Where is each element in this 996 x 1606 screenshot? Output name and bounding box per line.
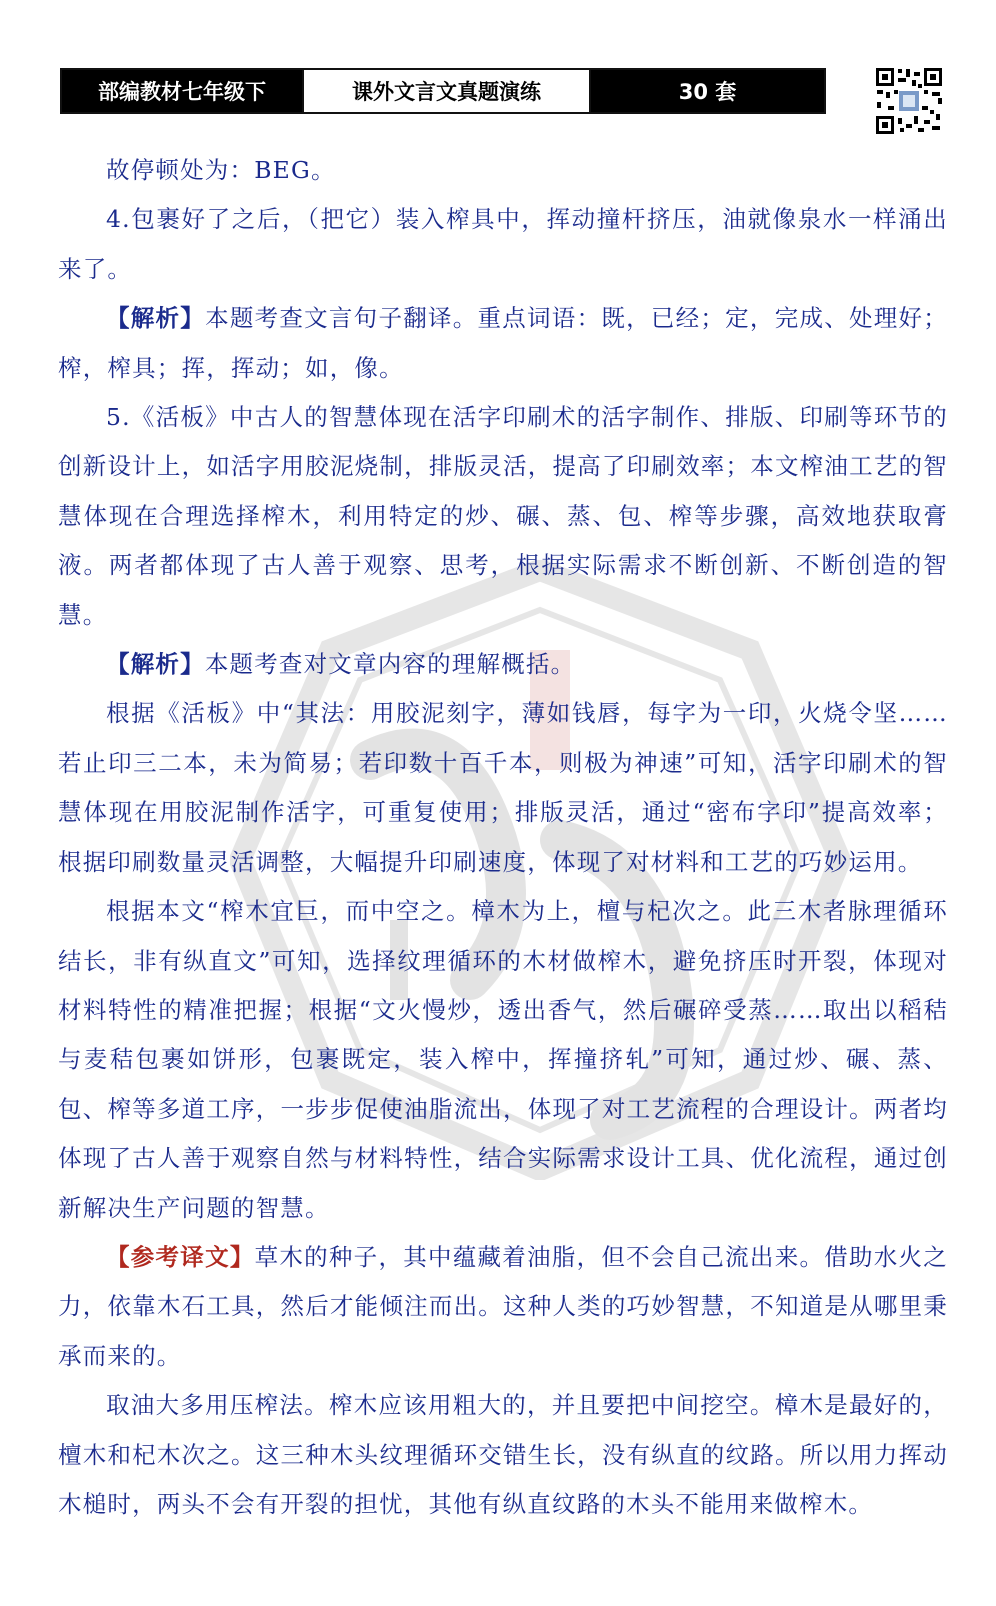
- translation-tag: 【参考译文】: [106, 1242, 255, 1271]
- header-grade: 部编教材七年级下: [62, 70, 302, 112]
- analysis-text: 本题考查文言句子翻译。重点词语：既，已经；定，完成、处理好；榨，榨具；挥，挥动；如，像。: [58, 304, 948, 382]
- paragraph-pause: 故停顿处为：BEG。: [106, 156, 336, 184]
- analysis-tag: 【解析】: [106, 304, 206, 333]
- header-count: 30 套: [591, 70, 824, 112]
- header-title: 课外文言文真题演练: [302, 70, 591, 112]
- paragraph-zhayou: 根据本文“榨木宜巨，而中空之。樟木为上，檀与杞次之。此三木者脉理循环结长，非有纵直文”可知，选择纹理循环的木材做榨木，避免挤压时开裂，体现对材料特性的精准把握；根据“文火慢炒，透出香气，然后碾碎受蒸……取出以稻秸与麦秸包裹如饼形，包裹既定，装入榨中，挥撞挤轧”可知，通过炒、碾、蒸、包、榨等多道工序，一步步促使油脂流出，体现了对工艺流程的合理设计。两者均体现了古人善于观察自然与材料特性，结合实际需求设计工具、优化流程，通过创新解决生产问题的智慧。: [58, 897, 948, 1222]
- paragraph-translation-1: [58, 1233, 948, 1381]
- answer-content: [58, 146, 948, 1529]
- paragraph-answer-5: 5.《活板》中古人的智慧体现在活字印刷术的活字制作、排版、印刷等环节的创新设计上，如活字用胶泥烧制，排版灵活，提高了印刷效率；本文榨油工艺的智慧体现在合理选择榨木，利用特定的炒、碾、蒸、包、榨等步骤，高效地获取膏液。两者都体现了古人善于观察、思考，根据实际需求不断创新、不断创造的智慧。: [58, 403, 948, 629]
- analysis-text: 本题考查对文章内容的理解概括。: [204, 650, 576, 679]
- paragraph-analysis-4: [58, 294, 948, 393]
- paragraph-answer-4: 4.包裹好了之后，（把它）装入榨具中，挥动撞杆挤压，油就像泉水一样涌出来了。: [58, 205, 948, 283]
- paragraph-analysis-5: [58, 640, 948, 689]
- qr-code-icon: [874, 66, 944, 136]
- translation-text: 草木的种子，其中蕴藏着油脂，但不会自己流出来。借助水火之力，依靠木石工具，然后才能倾注而出。这种人类的巧妙智慧，不知道是从哪里秉承而来的。: [58, 1242, 948, 1370]
- analysis-tag: 【解析】: [106, 650, 205, 679]
- paragraph-huoban: 根据《活板》中“其法：用胶泥刻字，薄如钱唇，每字为一印，火烧令坚……若止印三二本，未为简易；若印数十百千本，则极为神速”可知，活字印刷术的智慧体现在用胶泥制作活字，可重复使用；排版灵活，通过“密布字印”提高效率；根据印刷数量灵活调整，大幅提升印刷速度，体现了对材料和工艺的巧妙运用。: [58, 699, 948, 876]
- header-bar: [60, 68, 826, 114]
- paragraph-translation-2: 取油大多用压榨法。榨木应该用粗大的，并且要把中间挖空。樟木是最好的，檀木和杞木次之。这三种木头纹理循环交错生长，没有纵直的纹路。所以用力挥动木槌时，两头不会有开裂的担忧，其他有纵直纹路的木头不能用来做榨木。: [58, 1391, 948, 1518]
